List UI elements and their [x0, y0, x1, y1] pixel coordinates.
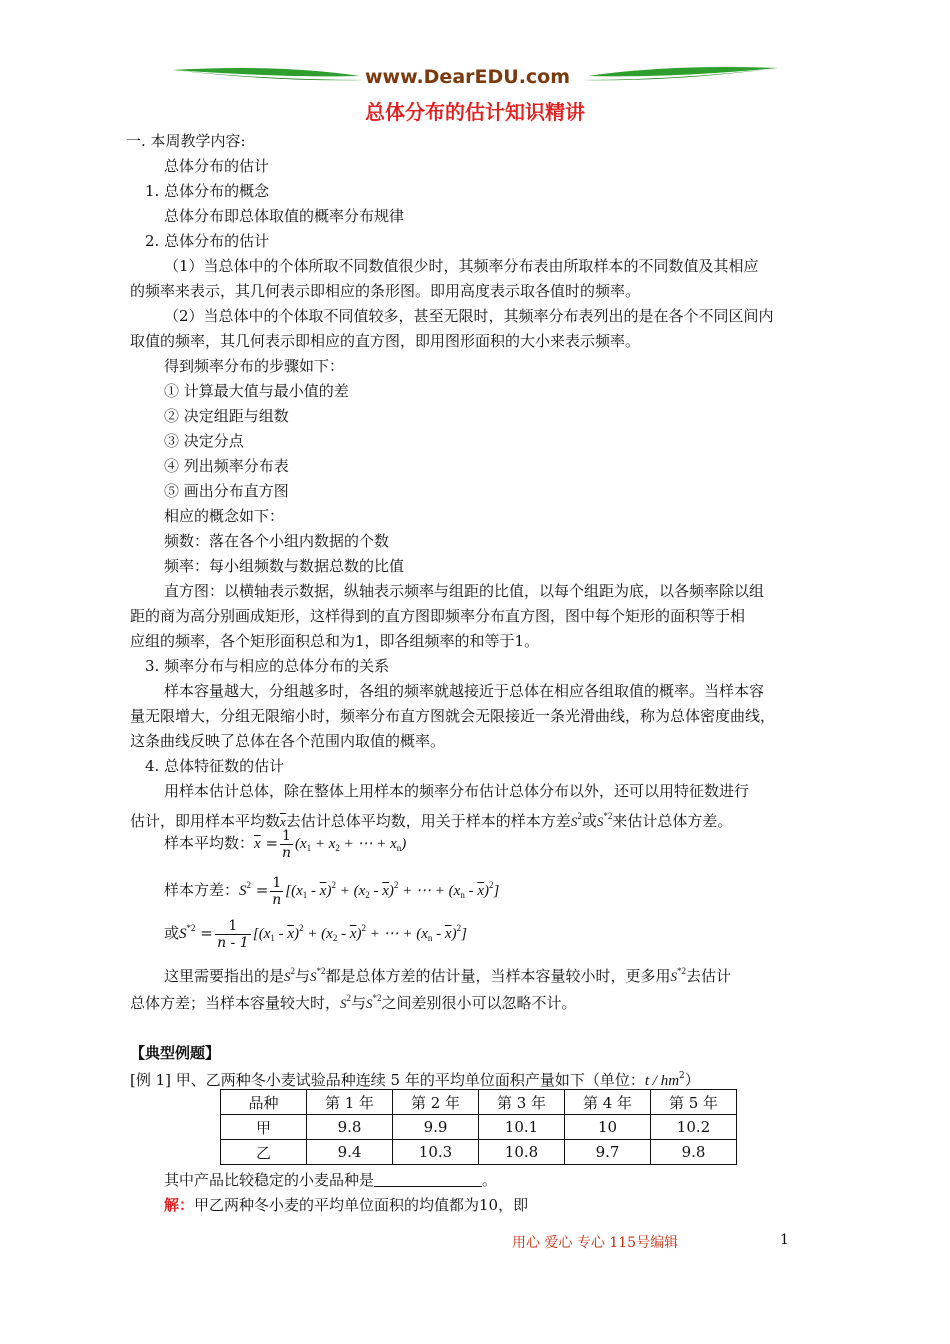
table-header-cell: 第 2 年 [393, 1090, 479, 1115]
mean-formula: 样本平均数：$\overline{x}$ = $\frac{1}{n}$ ($x_1 + x_2$ + ⋯ + $x_n$) [164, 827, 407, 861]
table-cell: 9.7 [565, 1140, 651, 1165]
definition-line: 频数：落在各个小组内数据的个数 [164, 532, 390, 550]
table-row [221, 1140, 737, 1165]
step-item: ② 决定组距与组数 [164, 407, 289, 425]
table-header-cell: 第 4 年 [565, 1090, 651, 1115]
examples-heading: 【典型例题】 [130, 1044, 221, 1062]
table-cell: 10.2 [651, 1115, 737, 1140]
subsection-heading: 1. 总体分布的概念 [145, 182, 270, 200]
subsection-heading: 3. 频率分布与相应的总体分布的关系 [145, 657, 390, 675]
text-line: 估计，即用样本平均数$\overline{x}$去估计总体平均数，用关于样本的样本方差$S^2$或$S^{*2}$来估计总体方差。 [130, 811, 733, 830]
example-1-text: [例 1] 甲、乙两种冬小麦试验品种连续 5 年的平均单位面积产量如下（单位：t / $hm^2$） [130, 1071, 700, 1089]
table-cell: 9.9 [393, 1115, 479, 1140]
table-cell: 9.4 [307, 1140, 393, 1165]
text-line: 取值的频率，其几何表示即相应的直方图，即用图形面积的大小来表示频率。 [130, 332, 641, 350]
page-number: 1 [780, 1232, 789, 1248]
step-item: ⑤ 画出分布直方图 [164, 482, 289, 500]
table-header-cell: 第 3 年 [479, 1090, 565, 1115]
footer-text: 用心 爱心 专心 115号编辑 [512, 1235, 679, 1251]
table-cell: 10.8 [479, 1140, 565, 1165]
subsection-heading: 4. 总体特征数的估计 [145, 757, 285, 775]
question-line: 其中产品比较稳定的小麦品种是 。 [164, 1171, 498, 1189]
table-cell: 10.1 [479, 1115, 565, 1140]
text-line: 距的商为高分别画成矩形，这样得到的直方图即频率分布直方图，图中每个矩形的面积等于相 [130, 607, 746, 625]
text-line: 得到频率分布的步骤如下： [164, 357, 345, 375]
yield-table [220, 1089, 737, 1165]
text-line: 这里需要指出的是$S^2$与$S^{*2}$都是总体方差的估计量，当样本容量较小时，更多用$S^{*2}$去估计 [164, 966, 732, 985]
subsection-heading: 2. 总体分布的估计 [145, 232, 270, 250]
table-row [221, 1115, 737, 1140]
text-line: 用样本估计总体，除在整体上用样本的频率分布估计总体分布以外，还可以用特征数进行 [164, 782, 750, 800]
text-line: 总体方差；当样本容量较大时，$S^2$与$S^{*2}$之间差别很小可以忽略不计。 [130, 993, 577, 1012]
solution-line: 解：甲乙两种冬小麦的平均单位面积的均值都为10，即 [164, 1196, 529, 1214]
text-line: 量无限增大，分组无限缩小时，频率分布直方图就会无限接近一条光滑曲线，称为总体密度曲线， [130, 707, 776, 725]
table-cell: 乙 [221, 1140, 307, 1165]
step-item: ① 计算最大值与最小值的差 [164, 382, 349, 400]
site-url[interactable]: www.DearEDU.com [365, 66, 571, 88]
table-cell: 10.3 [393, 1140, 479, 1165]
solution-label: 解： [164, 1196, 195, 1214]
text-line: 总体分布的估计 [164, 157, 270, 175]
section-heading: 一. 本周教学内容: [126, 132, 246, 150]
table-cell: 甲 [221, 1115, 307, 1140]
text-line: 相应的概念如下： [164, 507, 285, 525]
text-line: 应组的频率，各个矩形面积总和为1，即各组频率的和等于1。 [130, 632, 540, 650]
table-cell: 9.8 [307, 1115, 393, 1140]
table-header-cell: 品种 [221, 1090, 307, 1115]
step-item: ④ 列出频率分布表 [164, 457, 289, 475]
table-header-cell: 第 5 年 [651, 1090, 737, 1115]
text-line: （1）当总体中的个体所取不同数值很少时，其频率分布表由所取样本的不同数值及其相应 [164, 257, 759, 275]
table-cell: 10 [565, 1115, 651, 1140]
answer-blank[interactable] [374, 1172, 482, 1187]
text-line: 的频率来表示，其几何表示即相应的条形图。即用高度表示取各值时的频率。 [130, 282, 641, 300]
text-line: 这条曲线反映了总体在各个范围内取值的概率。 [130, 732, 446, 750]
table-header-cell: 第 1 年 [307, 1090, 393, 1115]
definition-line: 频率：每小组频数与数据总数的比值 [164, 557, 405, 575]
text-line: （2）当总体中的个体取不同值较多，甚至无限时，其频率分布表列出的是在各个不同区间内 [164, 307, 774, 325]
table-cell: 9.8 [651, 1140, 737, 1165]
page-title: 总体分布的估计知识精讲 [365, 100, 585, 124]
table-header-row [221, 1090, 737, 1115]
variance-formula: 样本方差：$S^2$ = $\frac{1}{n}$ [$(x_1 - \overline{x})^2 + (x_2 - \overline{x})^2$ + ⋯ + $(x_n - \overline{x})^2$] [164, 874, 500, 908]
definition-line: 直方图：以横轴表示数据，纵轴表示频率与组距的比值，以每个组距为底，以各频率除以组 [164, 582, 765, 600]
text-line: 样本容量越大，分组越多时，各组的频率就越接近于总体在相应各组取值的概率。当样本容 [164, 682, 765, 700]
text-line: 总体分布即总体取值的概率分布规律 [164, 207, 405, 225]
unbiased-variance-formula: 或$S^{*2}$ = $\frac{1}{n - 1}$ [$(x_1 - \overline{x})^2 + (x_2 - \overline{x})^2$ + ⋯ + $(x_n - \overline{x})^2$] [164, 917, 467, 951]
step-item: ③ 决定分点 [164, 432, 244, 450]
